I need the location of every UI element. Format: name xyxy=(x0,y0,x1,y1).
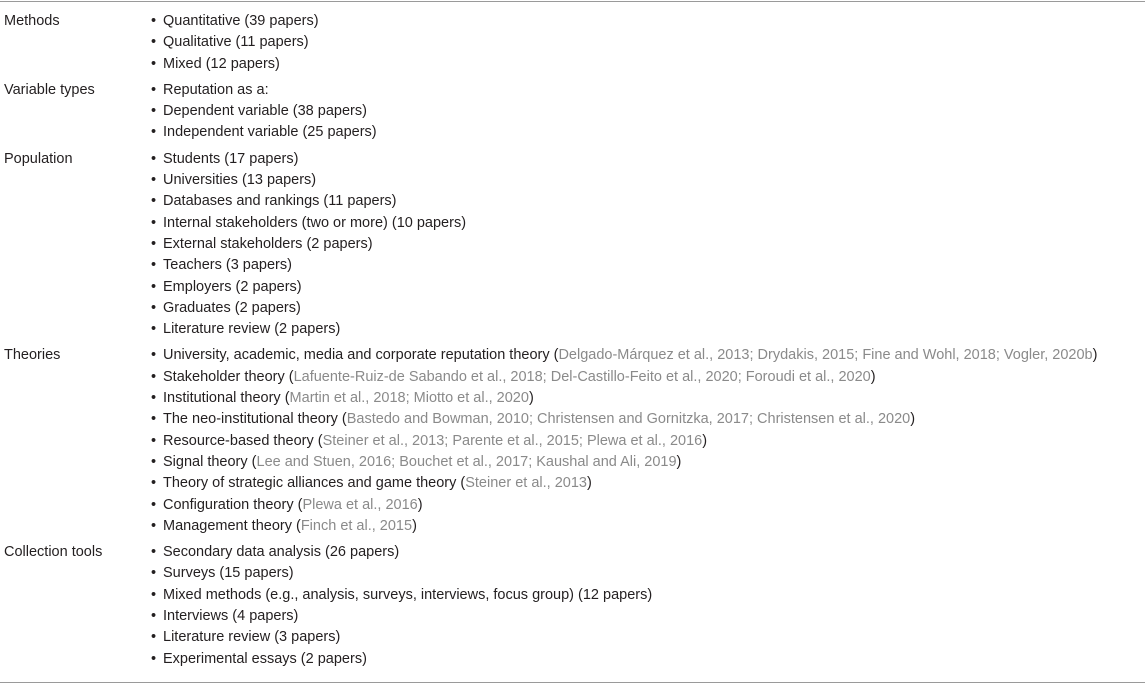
closing-parenthesis: ) xyxy=(702,432,708,449)
list-item xyxy=(149,516,1145,537)
item-text: Independent variable (25 papers) xyxy=(163,124,377,141)
list-item xyxy=(149,431,1145,452)
item-text: Interviews (4 papers) xyxy=(163,608,299,625)
bullet-icon: • xyxy=(151,193,157,210)
list-item xyxy=(149,627,1145,648)
list-item xyxy=(149,319,1145,340)
item-text: Databases and rankings (11 papers) xyxy=(163,193,397,210)
citation-link[interactable]: Lafuente-Ruiz-de Sabando et al., 2018; Del-Castillo-Feito et al., 2020; Foroudi et al., 2020 xyxy=(293,368,871,385)
bullet-icon: • xyxy=(151,368,157,385)
item-text: Teachers (3 papers) xyxy=(163,257,292,274)
row-item-list xyxy=(149,80,1145,144)
bullet-icon: • xyxy=(151,608,157,625)
bullet-icon: • xyxy=(151,411,157,428)
closing-parenthesis: ) xyxy=(412,517,417,534)
bullet-icon: • xyxy=(151,544,157,561)
item-text: Universities (13 papers) xyxy=(163,172,317,189)
closing-parenthesis: ) xyxy=(1092,347,1098,364)
table-body xyxy=(0,11,1145,675)
list-item xyxy=(149,11,1145,32)
item-text: Literature review (3 papers) xyxy=(163,629,341,646)
closing-parenthesis: ) xyxy=(586,475,592,492)
list-item xyxy=(149,32,1145,53)
bullet-icon: • xyxy=(151,496,157,513)
list-item xyxy=(149,54,1145,75)
list-item xyxy=(149,213,1145,234)
bullet-icon: • xyxy=(151,34,157,51)
citation-link[interactable]: Bastedo and Bowman, 2010; Christensen and Gornitzka, 2017; Christensen et al., 2020 xyxy=(346,411,911,428)
item-text: Students (17 papers) xyxy=(163,150,299,167)
row-item-list xyxy=(149,149,1145,341)
item-text: Mixed (12 papers) xyxy=(163,55,280,72)
list-item xyxy=(149,563,1145,584)
bullet-icon: • xyxy=(151,81,157,98)
bullet-icon: • xyxy=(151,172,157,189)
closing-parenthesis: ) xyxy=(870,368,876,385)
item-text: Internal stakeholders (two or more) (10 papers) xyxy=(163,214,467,231)
row-item-list xyxy=(149,542,1145,670)
item-text: Employers (2 papers) xyxy=(163,278,302,295)
item-text: External stakeholders (2 papers) xyxy=(163,235,373,252)
citation-link[interactable]: Steiner et al., 2013; Parente et al., 2015; Plewa et al., 2016 xyxy=(322,432,703,449)
item-text: Stakeholder theory ( xyxy=(163,368,294,385)
item-text: Management theory ( xyxy=(163,517,301,534)
item-text: Qualitative (11 papers) xyxy=(163,34,309,51)
closing-parenthesis: ) xyxy=(676,453,682,470)
bullet-icon: • xyxy=(151,453,157,470)
table-row xyxy=(0,149,1145,341)
table-row xyxy=(0,80,1145,144)
table-row xyxy=(0,345,1145,537)
list-item xyxy=(149,585,1145,606)
item-text: Mixed methods (e.g., analysis, surveys, interviews, focus group) (12 papers) xyxy=(163,586,653,603)
closing-parenthesis: ) xyxy=(528,390,534,407)
item-text: Institutional theory ( xyxy=(163,390,290,407)
row-category-label: Variable types xyxy=(4,81,95,98)
item-text: Graduates (2 papers) xyxy=(163,299,301,316)
table-top-rule xyxy=(0,1,1145,2)
item-text: Secondary data analysis (26 papers) xyxy=(163,544,400,561)
item-text: Theory of strategic alliances and game theory ( xyxy=(163,475,466,492)
bullet-icon: • xyxy=(151,475,157,492)
table-row xyxy=(0,542,1145,670)
item-text: Quantitative (39 papers) xyxy=(163,13,319,29)
list-item xyxy=(149,345,1145,366)
row-category-label: Population xyxy=(4,150,73,167)
list-item xyxy=(149,495,1145,516)
bullet-icon: • xyxy=(151,347,157,364)
list-item xyxy=(149,170,1145,191)
closing-parenthesis: ) xyxy=(417,496,423,513)
row-item-list xyxy=(149,345,1145,537)
row-category-label: Methods xyxy=(4,13,60,29)
bullet-icon: • xyxy=(151,278,157,295)
list-item xyxy=(149,191,1145,212)
bullet-icon: • xyxy=(151,299,157,316)
list-item xyxy=(149,388,1145,409)
item-text: Reputation as a: xyxy=(163,81,269,98)
list-item xyxy=(149,277,1145,298)
item-text: Dependent variable (38 papers) xyxy=(163,103,367,120)
bullet-icon: • xyxy=(151,586,157,603)
citation-link[interactable]: Martin et al., 2018; Miotto et al., 2020 xyxy=(289,390,529,407)
list-item xyxy=(149,367,1145,388)
citation-link[interactable]: Steiner et al., 2013 xyxy=(465,475,587,492)
row-category-label: Theories xyxy=(4,347,61,364)
list-item xyxy=(149,255,1145,276)
list-item xyxy=(149,649,1145,670)
bullet-icon: • xyxy=(151,650,157,667)
list-item xyxy=(149,452,1145,473)
bullet-icon: • xyxy=(151,390,157,407)
bullet-icon: • xyxy=(151,517,157,534)
bullet-icon: • xyxy=(151,103,157,120)
list-item xyxy=(149,149,1145,170)
list-item xyxy=(149,101,1145,122)
bullet-icon: • xyxy=(151,214,157,231)
list-item xyxy=(149,473,1145,494)
bullet-icon: • xyxy=(151,432,157,449)
list-item xyxy=(149,80,1145,101)
bullet-icon: • xyxy=(151,124,157,141)
item-text: University, academic, media and corporate reputation theory ( xyxy=(163,347,559,364)
table-bottom-rule xyxy=(0,682,1145,683)
list-item xyxy=(149,298,1145,319)
item-text: Signal theory ( xyxy=(163,453,257,470)
closing-parenthesis: ) xyxy=(910,411,916,428)
bullet-icon: • xyxy=(151,629,157,646)
list-item xyxy=(149,542,1145,563)
bullet-icon: • xyxy=(151,150,157,167)
item-text: Literature review (2 papers) xyxy=(163,321,341,338)
bullet-icon: • xyxy=(151,55,157,72)
row-item-list xyxy=(149,11,1145,75)
item-text: Configuration theory ( xyxy=(163,496,303,513)
item-text: The neo-institutional theory ( xyxy=(163,411,347,428)
bullet-icon: • xyxy=(151,235,157,252)
bullet-icon: • xyxy=(151,321,157,338)
bullet-icon: • xyxy=(151,257,157,274)
table-row xyxy=(0,11,1145,75)
list-item xyxy=(149,606,1145,627)
bullet-icon: • xyxy=(151,565,157,582)
citation-link[interactable]: Plewa et al., 2016 xyxy=(302,496,418,513)
citation-link[interactable]: Finch et al., 2015 xyxy=(300,517,413,534)
item-text: Experimental essays (2 papers) xyxy=(163,650,367,667)
bullet-icon: • xyxy=(151,13,157,29)
item-text: Surveys (15 papers) xyxy=(163,565,294,582)
list-item xyxy=(149,409,1145,430)
item-text: Resource-based theory ( xyxy=(163,432,323,449)
list-item xyxy=(149,234,1145,255)
row-category-label: Collection tools xyxy=(4,544,103,561)
list-item xyxy=(149,122,1145,143)
citation-link[interactable]: Lee and Stuen, 2016; Bouchet et al., 2017; Kaushal and Ali, 2019 xyxy=(256,453,677,470)
citation-link[interactable]: Delgado-Márquez et al., 2013; Drydakis, 2015; Fine and Wohl, 2018; Vogler, 2020b xyxy=(558,347,1093,364)
